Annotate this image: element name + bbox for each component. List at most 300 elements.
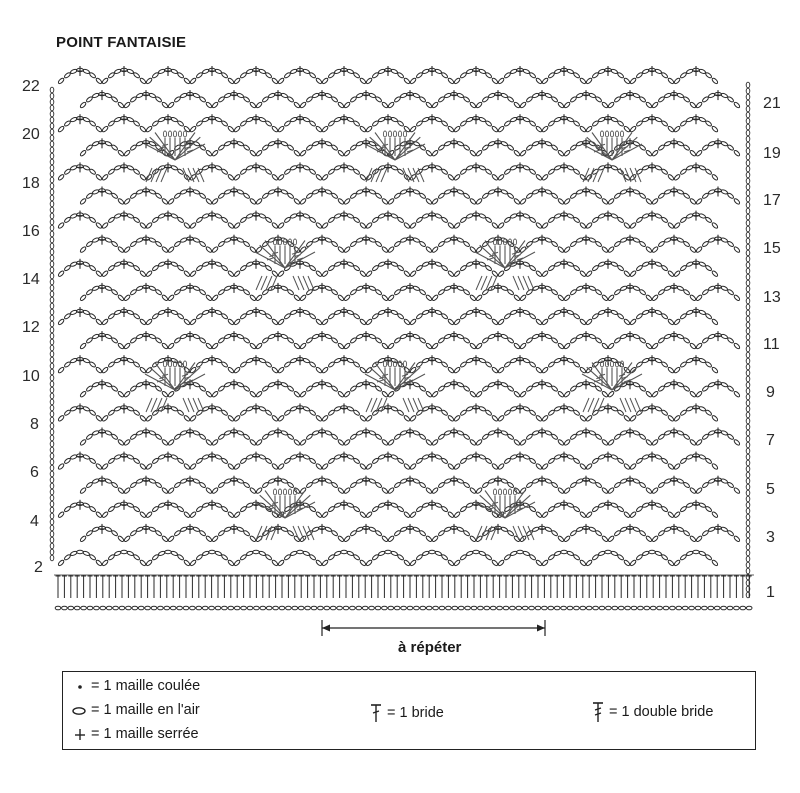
- single-crochet-mark: [538, 524, 546, 534]
- single-crochet-mark: [208, 162, 216, 172]
- chain-arch: [101, 550, 146, 566]
- single-crochet-mark: [406, 235, 414, 245]
- single-crochet-mark: [626, 235, 634, 245]
- single-crochet-mark: [560, 66, 568, 76]
- single-crochet-mark: [318, 235, 326, 245]
- turning-chain: [746, 250, 750, 256]
- turning-chain: [50, 303, 54, 309]
- single-crochet-mark: [582, 428, 590, 438]
- chain-stitch: [382, 606, 388, 610]
- chain-stitch: [663, 606, 669, 610]
- single-crochet-mark: [648, 259, 656, 269]
- legend-double-crochet: = 1 bride: [369, 702, 444, 724]
- single-crochet-mark: [450, 90, 458, 100]
- chain-stitch: [458, 606, 464, 610]
- single-crochet-mark: [208, 307, 216, 317]
- single-crochet-mark: [340, 114, 348, 124]
- single-crochet-mark: [164, 259, 172, 269]
- single-crochet-mark: [494, 187, 502, 197]
- turning-chain: [746, 226, 750, 232]
- turning-chain: [746, 268, 750, 274]
- single-crochet-mark: [340, 307, 348, 317]
- turning-chain: [50, 207, 54, 213]
- single-crochet-mark: [450, 187, 458, 197]
- turning-chain: [50, 171, 54, 177]
- single-crochet-mark: [494, 283, 502, 293]
- chain-stitch: [689, 606, 695, 610]
- turning-chain: [746, 286, 750, 292]
- turning-chain: [50, 309, 54, 315]
- turning-chain: [746, 562, 750, 568]
- chain-stitch: [490, 606, 496, 610]
- chain-stitch: [119, 606, 125, 610]
- single-crochet-mark: [186, 428, 194, 438]
- turning-chain: [50, 525, 54, 531]
- single-crochet-mark: [406, 331, 414, 341]
- single-crochet-mark: [384, 452, 392, 462]
- chain-stitch: [727, 606, 733, 610]
- turning-chain: [746, 310, 750, 316]
- row-number-right: 15: [763, 240, 781, 257]
- single-crochet-mark: [516, 452, 524, 462]
- page-title: POINT FANTAISIE: [56, 34, 187, 51]
- turning-chain: [746, 412, 750, 418]
- single-crochet-mark: [362, 138, 370, 148]
- single-crochet-mark: [692, 307, 700, 317]
- single-crochet-mark: [560, 500, 568, 510]
- single-crochet-mark: [208, 259, 216, 269]
- chain-stitch: [426, 606, 432, 610]
- row-number-right: 3: [766, 529, 775, 546]
- single-crochet-mark: [274, 476, 282, 486]
- row-number-left: 12: [22, 319, 40, 336]
- single-crochet-mark: [582, 379, 590, 389]
- chain-stitch: [695, 606, 701, 610]
- single-crochet-mark: [450, 283, 458, 293]
- turning-chain: [50, 315, 54, 321]
- chain-stitch: [330, 606, 336, 610]
- turning-chain: [50, 399, 54, 405]
- single-crochet-mark: [274, 187, 282, 197]
- legend-treble-crochet: = 1 double bride: [591, 700, 713, 724]
- chain-arch: [277, 550, 322, 566]
- turning-chain: [50, 405, 54, 411]
- row-number-right: 5: [766, 481, 775, 498]
- turning-chain: [50, 369, 54, 375]
- chain-stitch: [337, 606, 343, 610]
- single-crochet-mark: [714, 428, 722, 438]
- turning-chain: [746, 232, 750, 238]
- single-crochet-mark: [692, 211, 700, 221]
- single-crochet-mark: [142, 476, 150, 486]
- turning-chain: [746, 130, 750, 136]
- turning-chain: [50, 375, 54, 381]
- turning-chain: [50, 321, 54, 327]
- single-crochet-mark: [626, 187, 634, 197]
- chain-stitch: [503, 606, 509, 610]
- single-crochet-mark: [692, 452, 700, 462]
- chain-arch: [673, 550, 718, 566]
- single-crochet-mark: [626, 476, 634, 486]
- chain-stitch: [362, 606, 368, 610]
- chain-stitch: [241, 606, 247, 610]
- single-crochet-mark: [362, 476, 370, 486]
- chain-stitch: [260, 606, 266, 610]
- single-crochet-mark: [384, 259, 392, 269]
- single-crochet-mark: [494, 476, 502, 486]
- turning-chain: [746, 214, 750, 220]
- chain-stitch: [388, 606, 394, 610]
- single-crochet-mark: [582, 187, 590, 197]
- single-crochet-mark: [516, 162, 524, 172]
- single-crochet-mark: [384, 211, 392, 221]
- chain-stitch: [433, 606, 439, 610]
- turning-chain: [50, 453, 54, 459]
- single-crochet-mark: [714, 138, 722, 148]
- single-crochet-mark: [98, 283, 106, 293]
- single-crochet-mark: [538, 476, 546, 486]
- chain-stitch: [375, 606, 381, 610]
- single-crochet-mark: [230, 138, 238, 148]
- single-crochet-mark: [384, 66, 392, 76]
- single-crochet-mark: [670, 187, 678, 197]
- turning-chain: [746, 352, 750, 358]
- turning-chain: [746, 436, 750, 442]
- single-crochet-mark: [670, 524, 678, 534]
- turning-chain: [746, 256, 750, 262]
- turning-chain: [50, 441, 54, 447]
- single-crochet-mark: [98, 187, 106, 197]
- single-crochet-mark: [230, 524, 238, 534]
- turning-chain: [746, 424, 750, 430]
- single-crochet-mark: [494, 90, 502, 100]
- chain-arch: [189, 550, 234, 566]
- chain-stitch: [286, 606, 292, 610]
- chain-stitch: [657, 606, 663, 610]
- turning-chain: [50, 165, 54, 171]
- chain-icon: [71, 703, 87, 717]
- single-crochet-mark: [516, 307, 524, 317]
- turning-chain: [50, 471, 54, 477]
- chain-arch: [585, 550, 630, 566]
- chain-arch: [497, 550, 542, 566]
- single-crochet-mark: [648, 355, 656, 365]
- single-crochet-mark: [340, 259, 348, 269]
- single-crochet-mark: [274, 428, 282, 438]
- turning-chain: [50, 411, 54, 417]
- single-crochet-mark: [538, 90, 546, 100]
- single-crochet-mark: [604, 307, 612, 317]
- single-crochet-mark: [120, 355, 128, 365]
- turning-chain: [50, 267, 54, 273]
- single-crochet-mark: [560, 211, 568, 221]
- single-crochet-mark: [450, 428, 458, 438]
- chain-stitch: [746, 606, 752, 610]
- single-crochet-mark: [274, 331, 282, 341]
- chain-arch: [453, 550, 498, 566]
- turning-chain: [746, 208, 750, 214]
- turning-chain: [746, 334, 750, 340]
- turning-chain: [746, 262, 750, 268]
- single-crochet-mark: [714, 90, 722, 100]
- turning-chain: [50, 339, 54, 345]
- legend-box: [62, 671, 756, 750]
- turning-chain: [746, 388, 750, 394]
- turning-chain: [50, 507, 54, 513]
- turning-chain: [50, 489, 54, 495]
- single-crochet-mark: [252, 355, 260, 365]
- turning-chain: [746, 538, 750, 544]
- single-crochet-mark: [98, 90, 106, 100]
- chain-stitch: [721, 606, 727, 610]
- single-crochet-mark: [516, 211, 524, 221]
- turning-chain: [50, 195, 54, 201]
- row-number-right: 13: [763, 289, 781, 306]
- chain-stitch: [606, 606, 612, 610]
- single-crochet-mark: [362, 331, 370, 341]
- turning-chain: [50, 327, 54, 333]
- turning-chain: [746, 136, 750, 142]
- chain-stitch: [369, 606, 375, 610]
- turning-chain: [746, 472, 750, 478]
- turning-chain: [746, 400, 750, 406]
- turning-chain: [50, 531, 54, 537]
- single-crochet-mark: [186, 283, 194, 293]
- single-crochet-mark: [186, 524, 194, 534]
- turning-chain: [746, 94, 750, 100]
- single-crochet-mark: [164, 500, 172, 510]
- turning-chain: [746, 106, 750, 112]
- turning-chain: [50, 501, 54, 507]
- single-crochet-mark: [142, 524, 150, 534]
- turning-chain: [50, 393, 54, 399]
- single-crochet-mark: [604, 500, 612, 510]
- chain-stitch: [87, 606, 93, 610]
- row-number-left: 4: [30, 513, 39, 530]
- chain-arches: [57, 68, 740, 566]
- chain-stitch: [522, 606, 528, 610]
- turning-chain: [746, 520, 750, 526]
- turning-chain: [746, 166, 750, 172]
- single-crochet-mark: [582, 235, 590, 245]
- turning-chain: [50, 147, 54, 153]
- single-crochet-mark: [186, 90, 194, 100]
- chain-stitch: [452, 606, 458, 610]
- chain-stitch: [273, 606, 279, 610]
- single-crochet-mark: [714, 476, 722, 486]
- row-number-left: 16: [22, 223, 40, 240]
- chain-stitch: [439, 606, 445, 610]
- single-crochet-mark: [472, 259, 480, 269]
- turning-chain: [50, 291, 54, 297]
- single-crochet-mark: [538, 235, 546, 245]
- chain-stitch: [676, 606, 682, 610]
- row-number-left: 2: [34, 559, 43, 576]
- single-crochet-mark: [714, 379, 722, 389]
- turning-chain: [50, 123, 54, 129]
- single-crochet-mark: [582, 476, 590, 486]
- single-crochet-mark: [120, 500, 128, 510]
- single-crochet-mark: [714, 524, 722, 534]
- single-crochet-mark: [428, 162, 436, 172]
- single-crochet-mark: [406, 283, 414, 293]
- single-crochet-mark: [186, 476, 194, 486]
- single-crochet-mark: [76, 66, 84, 76]
- single-crochet-mark: [714, 283, 722, 293]
- single-crochet-mark: [692, 355, 700, 365]
- single-crochet-mark: [472, 162, 480, 172]
- chain-stitch: [234, 606, 240, 610]
- single-crochet-mark: [164, 162, 172, 172]
- single-crochet-mark: [450, 235, 458, 245]
- single-crochet-mark: [120, 66, 128, 76]
- chain-stitch: [420, 606, 426, 610]
- chain-stitch: [247, 606, 253, 610]
- single-crochet-mark: [252, 452, 260, 462]
- single-crochet-mark: [296, 307, 304, 317]
- chain-stitch: [350, 606, 356, 610]
- chain-stitch: [465, 606, 471, 610]
- chain-stitch: [132, 606, 138, 610]
- single-crochet-mark: [76, 259, 84, 269]
- single-crochet-mark: [582, 283, 590, 293]
- single-crochet-mark: [98, 138, 106, 148]
- single-crochet-mark: [274, 524, 282, 534]
- single-crochet-mark: [670, 476, 678, 486]
- fan-motif: [475, 489, 535, 540]
- turning-chain: [746, 340, 750, 346]
- turning-chain: [50, 177, 54, 183]
- single-crochet-mark: [142, 283, 150, 293]
- single-crochet-mark: [252, 211, 260, 221]
- single-crochet-mark: [472, 211, 480, 221]
- single-crochet-mark: [538, 379, 546, 389]
- turning-chain: [746, 346, 750, 352]
- single-crochet-mark: [76, 114, 84, 124]
- single-crochet-mark: [120, 307, 128, 317]
- turning-chain: [746, 244, 750, 250]
- turning-chain: [50, 555, 54, 561]
- foundation-rows: [54, 575, 754, 610]
- single-crochet-mark: [296, 452, 304, 462]
- single-crochet-mark: [120, 403, 128, 413]
- chain-stitch: [145, 606, 151, 610]
- turning-chain: [746, 418, 750, 424]
- single-crochet-mark: [450, 476, 458, 486]
- chain-stitch: [183, 606, 189, 610]
- chain-stitch: [305, 606, 311, 610]
- chain-arch: [321, 550, 366, 566]
- single-crochet-mark: [626, 90, 634, 100]
- turning-chain: [50, 255, 54, 261]
- turning-chain: [50, 537, 54, 543]
- chain-stitch: [561, 606, 567, 610]
- turning-chain: [746, 112, 750, 118]
- single-crochet-mark: [494, 524, 502, 534]
- turning-chain: [50, 381, 54, 387]
- single-crochet-mark: [604, 259, 612, 269]
- chain-stitch: [215, 606, 221, 610]
- turning-chain: [50, 417, 54, 423]
- turning-chain: [746, 358, 750, 364]
- fan-motif: [145, 131, 205, 182]
- chain-stitch: [190, 606, 196, 610]
- turning-chain: [50, 111, 54, 117]
- single-crochet-mark: [450, 138, 458, 148]
- single-crochet-mark: [406, 524, 414, 534]
- single-crochet-mark: [208, 211, 216, 221]
- single-crochet-mark: [296, 355, 304, 365]
- turning-chain: [50, 423, 54, 429]
- single-crochet-mark: [164, 114, 172, 124]
- single-crochet-mark: [98, 428, 106, 438]
- single-crochet-mark: [582, 331, 590, 341]
- single-crochet-mark: [142, 428, 150, 438]
- single-crochet-mark: [142, 379, 150, 389]
- single-crochet-mark: [318, 90, 326, 100]
- turning-chain: [746, 178, 750, 184]
- single-crochet-mark: [428, 259, 436, 269]
- turning-chain: [746, 478, 750, 484]
- single-crochet-mark: [428, 355, 436, 365]
- turning-chain: [50, 219, 54, 225]
- chain-stitch: [446, 606, 452, 610]
- chain-stitch: [138, 606, 144, 610]
- single-crochet-mark: [208, 403, 216, 413]
- chain-stitch: [279, 606, 285, 610]
- repeat-label: à répéter: [398, 639, 462, 656]
- single-crochet-mark: [252, 114, 260, 124]
- single-crochet-mark: [692, 162, 700, 172]
- single-crochet-mark: [648, 162, 656, 172]
- turning-chain: [746, 376, 750, 382]
- turning-chain: [746, 406, 750, 412]
- single-crochet-mark: [296, 66, 304, 76]
- single-crochet-mark: [120, 211, 128, 221]
- turning-chain: [50, 135, 54, 141]
- single-crochet-mark: [648, 452, 656, 462]
- turning-chain: [746, 100, 750, 106]
- turning-chain: [50, 261, 54, 267]
- single-crochet-mark: [538, 187, 546, 197]
- single-crochet-mark: [340, 211, 348, 221]
- chain-stitch: [484, 606, 490, 610]
- single-crochet-mark: [428, 114, 436, 124]
- single-crochet-mark: [230, 187, 238, 197]
- turning-chain: [746, 304, 750, 310]
- turning-chain: [50, 105, 54, 111]
- turning-chain: [746, 190, 750, 196]
- turning-chain: [746, 502, 750, 508]
- turning-chain: [50, 483, 54, 489]
- chain-stitch: [81, 606, 87, 610]
- single-crochet-mark: [252, 162, 260, 172]
- chain-stitch: [298, 606, 304, 610]
- single-crochet-mark: [428, 500, 436, 510]
- single-crochet-mark: [560, 114, 568, 124]
- single-crochet-mark: [494, 331, 502, 341]
- chain-stitch: [670, 606, 676, 610]
- turning-chain: [746, 382, 750, 388]
- single-crochet-mark: [472, 403, 480, 413]
- turning-chain: [746, 238, 750, 244]
- turning-chain: [50, 435, 54, 441]
- turning-chain: [50, 189, 54, 195]
- single-crochet-mark: [626, 428, 634, 438]
- single-crochet-mark: [340, 403, 348, 413]
- turning-chain: [746, 568, 750, 574]
- chain-stitch: [196, 606, 202, 610]
